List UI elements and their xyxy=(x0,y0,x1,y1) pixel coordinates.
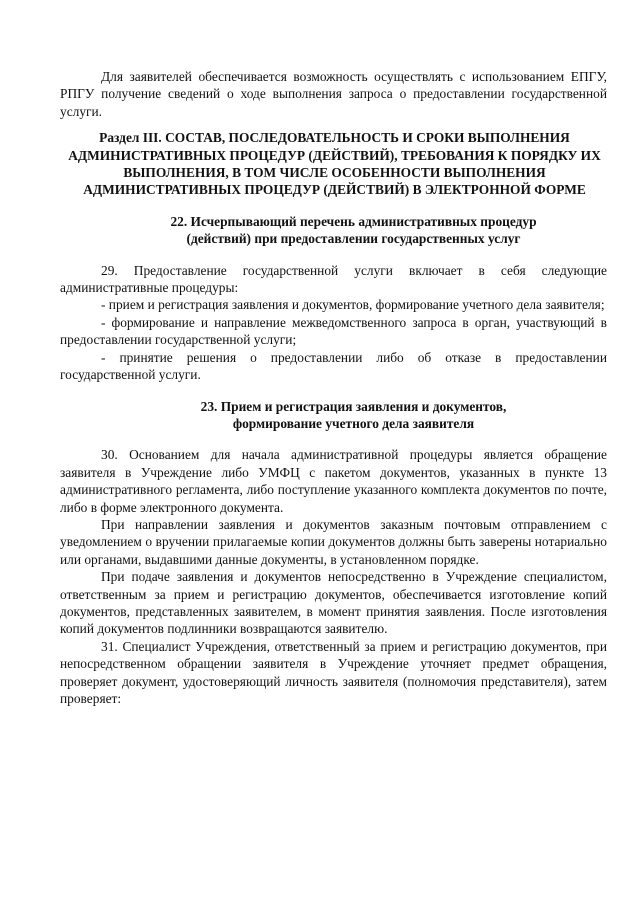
section-heading-line-2: АДМИНИСТРАТИВНЫХ ПРОЦЕДУР (ДЕЙСТВИЙ), ТРЕБОВАНИЯ К ПОРЯДКУ ИХ ВЫПОЛНЕНИЯ, В ТОМ ЧИСЛЕ ОСОБЕННОСТИ ВЫПОЛНЕНИЯ АДМИНИСТРАТИВНЫХ ПРОЦЕДУР (ДЕЙСТВИЙ) В ЭЛЕКТРОННОЙ ФОРМЕ xyxy=(68,147,601,198)
list-item-decision: - принятие решения о предоставлении либо об отказе в предоставлении государственной услуги. xyxy=(60,349,607,383)
intro-paragraph: Для заявителей обеспечивается возможность осуществлять с использованием ЕПГУ, РПГУ получение сведений о ходе выполнения запроса о предоставлении государственной услуги. xyxy=(60,69,607,119)
paragraph-31: 31. Специалист Учреждения, ответственный за прием и регистрацию документов, при непосредственном обращении заявителя в Учреждение уточняет предмет обращения, проверяет документ, удостоверяющий личность заявителя (полномочия представителя), затем проверяет: xyxy=(60,638,607,706)
subheading-23-line-2: формирование учетного дела заявителя xyxy=(232,415,475,431)
subheading-23-line-1: 23. Прием и регистрация заявления и документов, xyxy=(200,398,507,414)
list-item-interagency-request: - формирование и направление межведомственного запроса в орган, участвующий в предоставлении государственной услуги; xyxy=(60,314,607,348)
document-page xyxy=(60,68,607,707)
paragraph-29: 29. Предоставление государственной услуги включает в себя следующие административные процедуры: xyxy=(60,262,607,296)
subheading-22 xyxy=(60,213,607,248)
subheading-22-line-2: (действий) при предоставлении государственных услуг xyxy=(186,231,521,247)
paragraph-direct: При подаче заявления и документов непосредственно в Учреждение специалистом, ответственным за прием и регистрацию документов, обеспечивается изготовление копий документов, представленных заявителем, в момент принятия заявления. После изготовления копий документов подлинники возвращаются заявителю. xyxy=(60,569,607,637)
section-heading xyxy=(60,129,607,199)
paragraph-mail: При направлении заявления и документов заказным почтовым отправлением с уведомлением о вручении прилагаемые копии документов должны быть заверены нотариально или органами, выдавшими данные документы, в установленном порядке. xyxy=(60,516,607,567)
subheading-23 xyxy=(60,398,607,433)
section-heading-line-1: Раздел III. СОСТАВ, ПОСЛЕДОВАТЕЛЬНОСТЬ И СРОКИ ВЫПОЛНЕНИЯ xyxy=(99,130,570,146)
paragraph-30: 30. Основанием для начала административной процедуры является обращение заявителя в Учреждение либо УМФЦ с пакетом документов, указанных в пункте 13 административного регламента, либо поступление указанного комплекта документов по почте, либо в форме электронного документа. xyxy=(60,447,607,515)
list-item-intake: - прием и регистрация заявления и документов, формирование учетного дела заявителя; xyxy=(101,297,605,313)
subheading-22-line-1: 22. Исчерпывающий перечень административных процедур xyxy=(170,213,537,229)
